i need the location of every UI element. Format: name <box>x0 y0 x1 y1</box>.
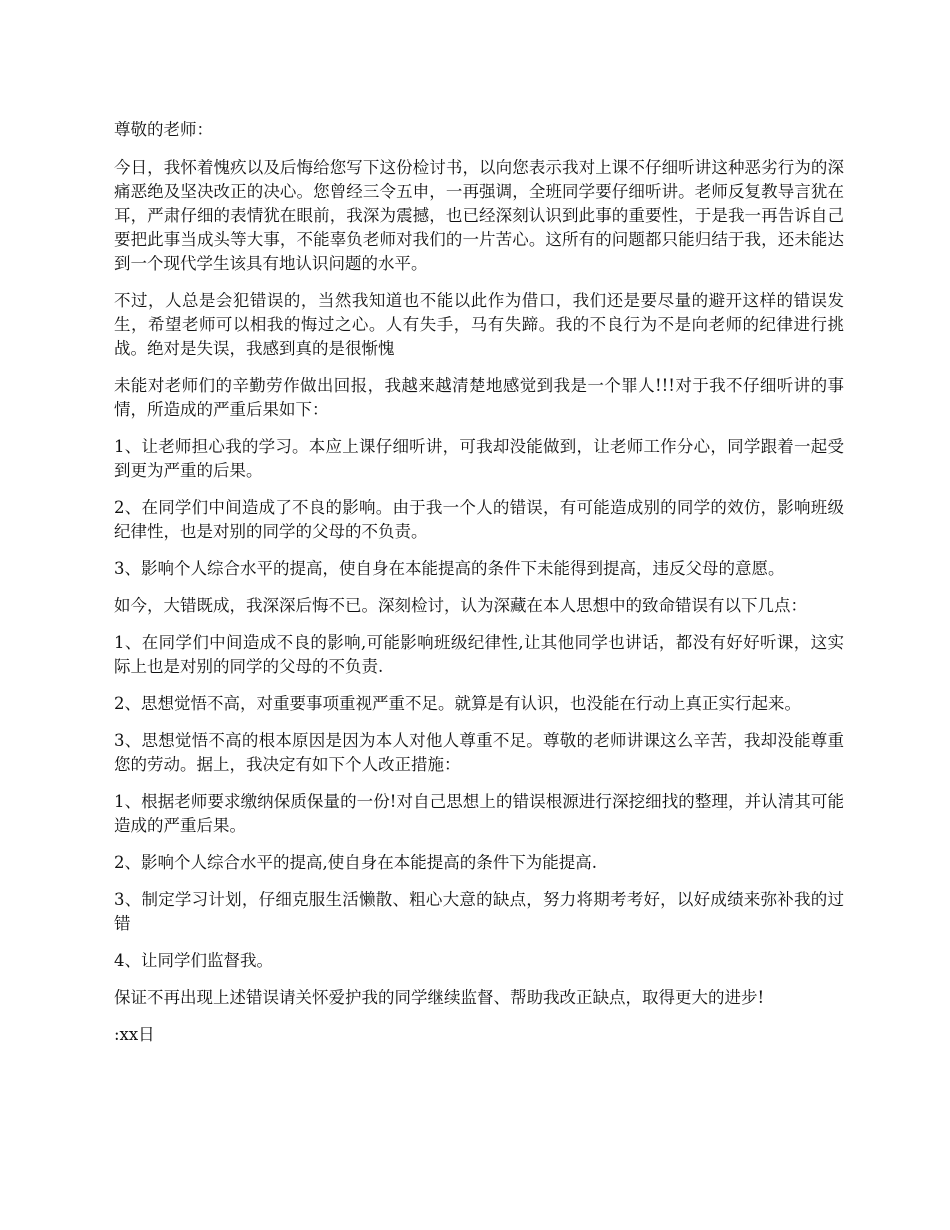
list-item-measure-4: 4、让同学们监督我。 <box>114 951 273 970</box>
paragraph-errors-intro: 如今，大错既成，我深深后悔不已。深刻检讨，认为深藏在本人思想中的致命错误有以下几点： <box>114 596 807 615</box>
list-item-consequence-3: 3、影响个人综合水平的提高，使自身在本能提高的条件下未能得到提高，违反父母的意愿。 <box>114 559 785 578</box>
list-item-consequence-2: 2、在同学们中间造成了不良的影响。由于我一个人的错误，有可能造成别的同学的效仿，影响班级纪律性，也是对别的同学的父母的不负责。 <box>114 498 844 541</box>
list-item-measure-2: 2、影响个人综合水平的提高,使自身在本能提高的条件下为能提高. <box>114 853 597 872</box>
list-item-error-1: 1、在同学们中间造成不良的影响,可能影响班级纪律性,让其他同学也讲话，都没有好好听课，这实际上也是对别的同学的父母的不负责. <box>114 633 844 676</box>
list-item-measure-1: 1、根据老师要求缴纳保质保量的一份!对自己思想上的错误根源进行深挖细找的整理，并认清其可能造成的严重后果。 <box>114 792 844 835</box>
paragraph-apology: 不过，人总是会犯错误的，当然我知道也不能以此作为借口，我们还是要尽量的避开这样的错误发生，希望老师可以相我的悔过之心。人有失手，马有失蹄。我的不良行为不是向老师的纪律进行挑战。绝对是失误，我感到真的是很惭愧 <box>114 291 844 358</box>
paragraph-closing: 保证不再出现上述错误请关怀爱护我的同学继续监督、帮助我改正缺点，取得更大的进步! <box>114 988 765 1007</box>
document-body <box>114 118 844 1060</box>
paragraph-opening: 今日，我怀着愧疚以及后悔给您写下这份检讨书，以向您表示我对上课不仔细听讲这种恶劣行为的深痛恶绝及坚决改正的决心。您曾经三令五申，一再强调，全班同学要仔细听讲。老师反复教导言犹在耳，严肃仔细的表情犹在眼前，我深为震撼，也已经深刻认识到此事的重要性，于是我一再告诉自己要把此事当成头等大事，不能辜负老师对我们的一片苦心。这所有的问题都只能归结于我，还未能达到一个现代学生该具有地认识问题的水平。 <box>114 158 844 273</box>
salutation: 尊敬的老师： <box>114 120 213 139</box>
list-item-measure-3: 3、制定学习计划，仔细克服生活懒散、粗心大意的缺点，努力将期考考好，以好成绩来弥补我的过错 <box>114 890 844 933</box>
paragraph-consequences-intro: 未能对老师们的辛勤劳作做出回报，我越来越清楚地感觉到我是一个罪人!!!对于我不仔细听讲的事情，所造成的严重后果如下： <box>114 376 844 419</box>
list-item-error-2: 2、思想觉悟不高，对重要事项重视严重不足。就算是有认识，也没能在行动上真正实行起来。 <box>114 694 801 713</box>
list-item-error-3: 3、思想觉悟不高的根本原因是因为本人对他人尊重不足。尊敬的老师讲课这么辛苦，我却没能尊重您的劳动。据上，我决定有如下个人改正措施： <box>114 731 844 774</box>
list-item-consequence-1: 1、让老师担心我的学习。本应上课仔细听讲，可我却没能做到，让老师工作分心，同学跟着一起受到更为严重的后果。 <box>114 437 844 480</box>
signoff-date: :xx日 <box>114 1025 155 1044</box>
